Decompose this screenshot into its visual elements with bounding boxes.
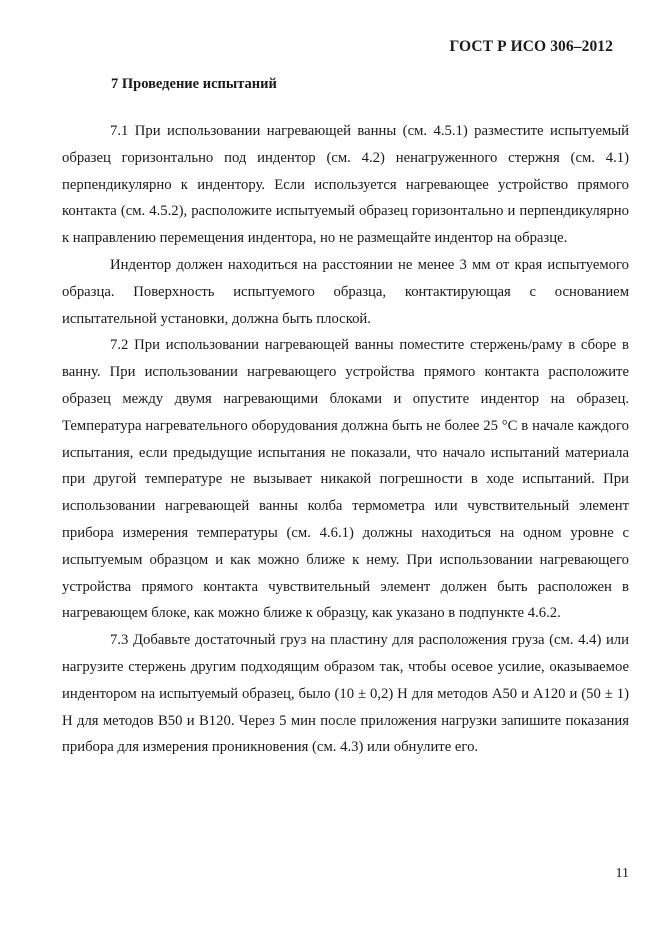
paragraph-7-1: 7.1 При использовании нагревающей ванны (см. 4.5.1) разместите испытуемый образец горизонтально под индентор (см. 4.2) ненагруженного стержня (см. 4.1) перпендикулярно к индентору. Если используется нагревающее устройство прямого контакта (см. 4.5.2), расположите испытуемый образец горизонтально и перпендикулярно к направлению перемещения индентора, но не размещайте индентор на образце. bbox=[62, 123, 629, 247]
section-title: 7 Проведение испытаний bbox=[111, 76, 277, 92]
paragraph-indenter-distance: Индентор должен находиться на расстоянии не менее 3 мм от края испытуемого образца. Поверхность испытуемого образца, контактирующая с основанием испытательной установки, должна быть плоской. bbox=[62, 256, 629, 327]
paragraph-7-3: 7.3 Добавьте достаточный груз на пластину для расположения груза (см. 4.4) или нагрузите стержень другим подходящим образом так, чтобы осевое усилие, оказываемое индентором на испытуемый образец, было (10 ± 0,2) Н для методов А50 и А120 и (50 ± 1) Н для методов В50 и В120. Через 5 мин после приложения нагрузки запишите показания прибора для измерения проникновения (см. 4.3) или обнулите его. bbox=[62, 632, 629, 756]
document-body bbox=[62, 118, 629, 761]
paragraph-7-2: 7.2 При использовании нагревающей ванны поместите стержень/раму в сборе в ванну. При использовании нагревающего устройства прямого контакта расположите образец между двумя нагревающими блоками и опустите индентор на образец. Температура нагревательного оборудования должна быть не более 25 °С в начале каждого испытания, если предыдущие испытания не показали, что начало испытаний материала при другой температуре не вызывает никакой погрешности в ходе испытаний. При использовании нагревающей ванны колба термометра или чувствительный элемент прибора измерения температуры (см. 4.6.1) должны находиться на одном уровне с испытуемым образцом и как можно ближе к нему. При использовании нагревающего устройства прямого контакта чувствительный элемент должен быть расположен в нагревающем блоке, как можно ближе к образцу, как указано в подпункте 4.6.2. bbox=[62, 337, 629, 622]
standard-header: ГОСТ Р ИСО 306–2012 bbox=[449, 38, 613, 55]
page-number: 11 bbox=[615, 866, 629, 881]
